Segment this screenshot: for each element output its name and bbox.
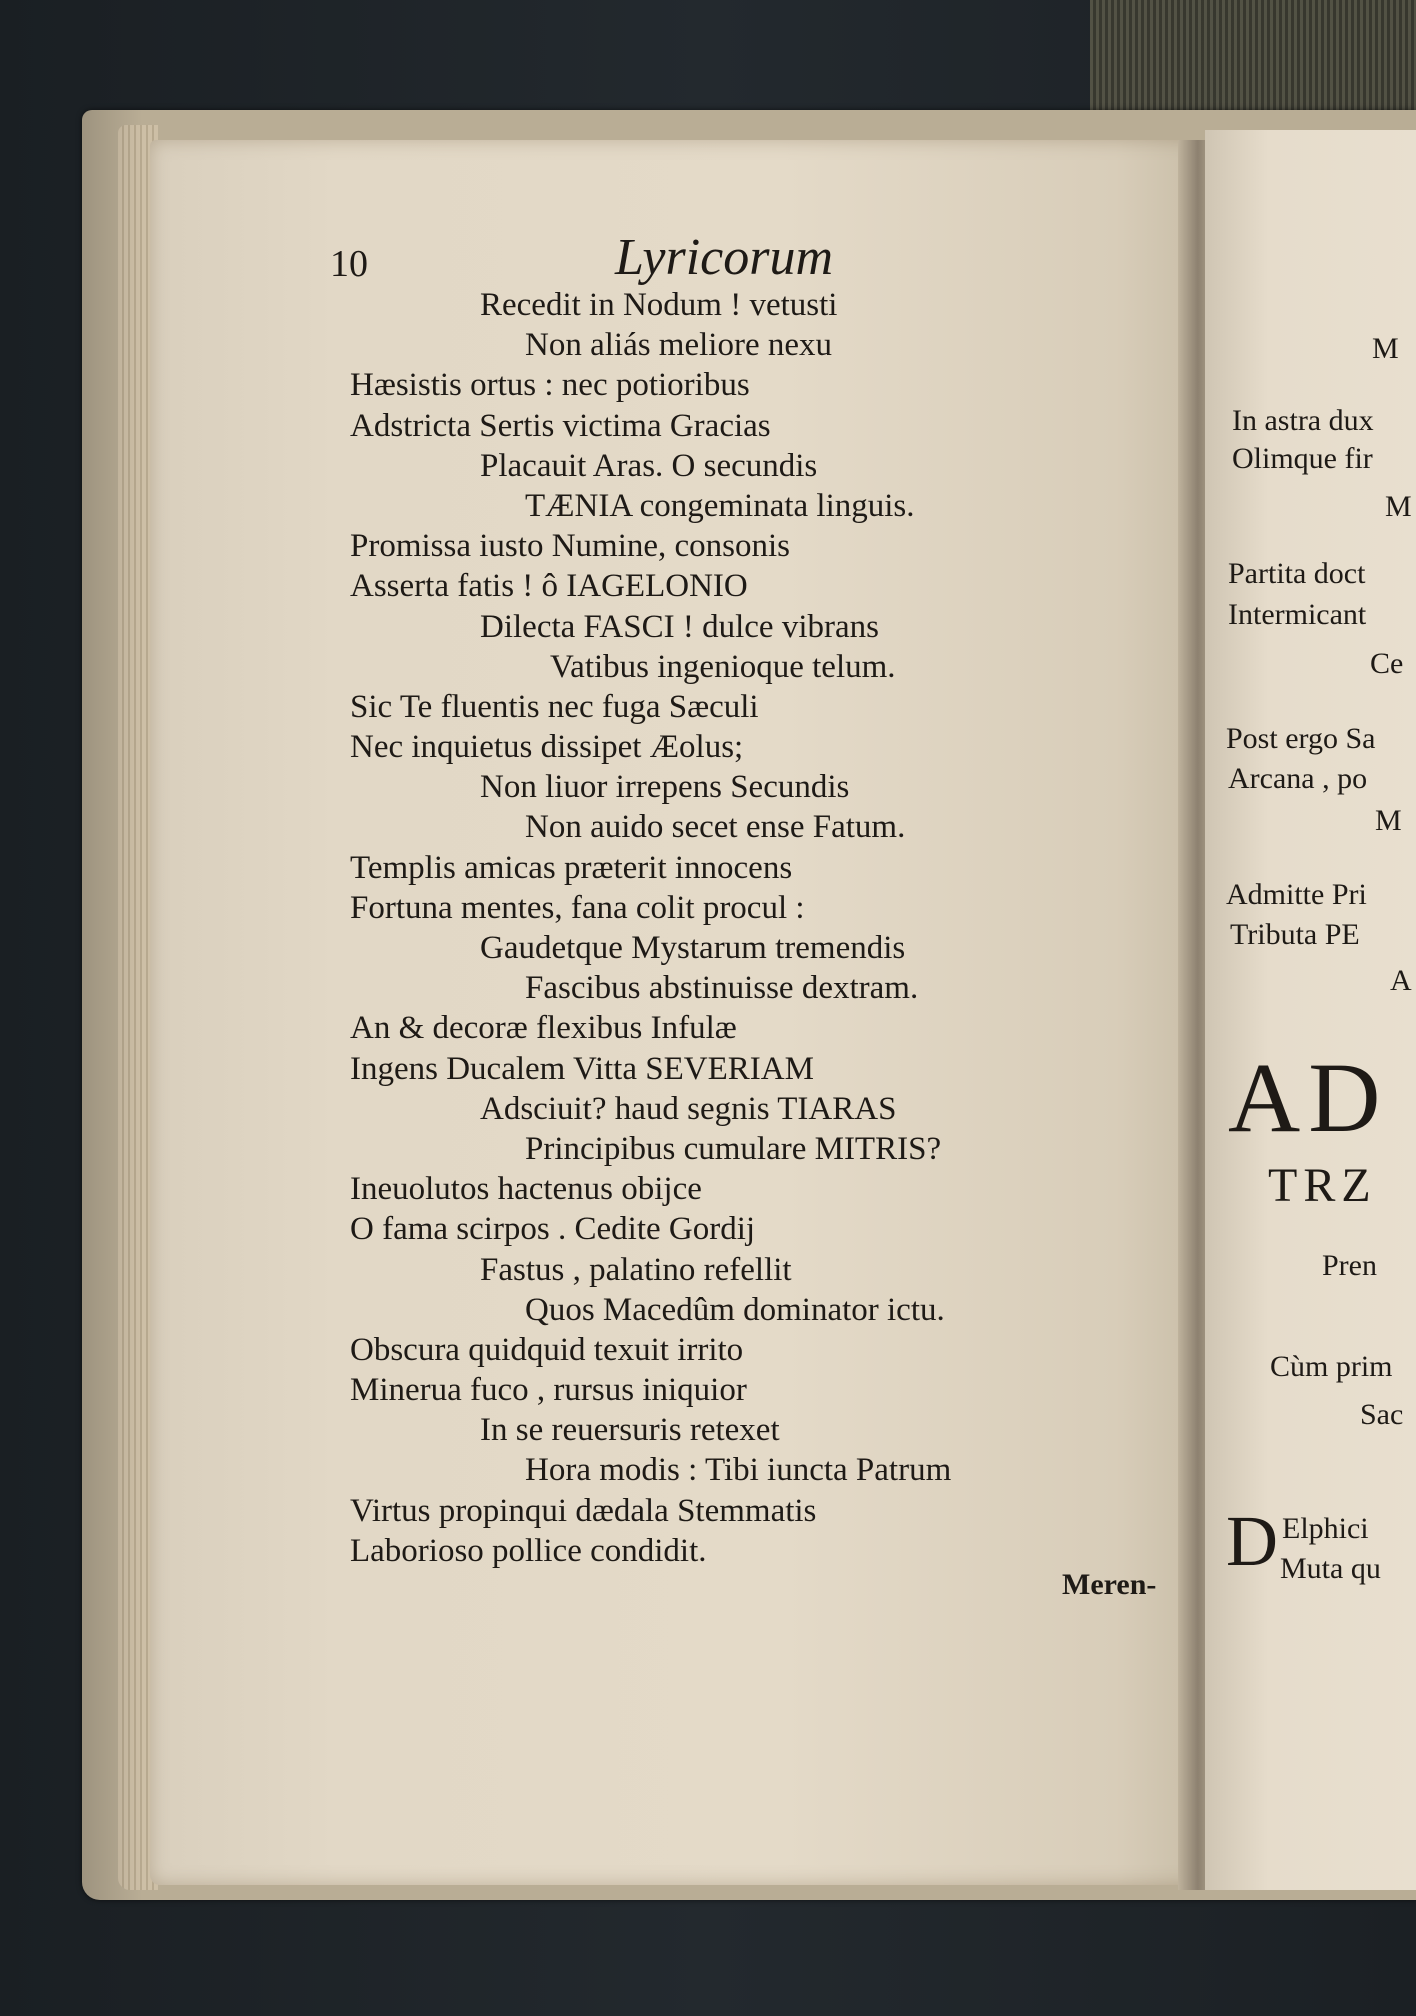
text-line: Fascibus abstinuisse dextram. [525, 970, 919, 1007]
text-line: Non liuor irrepens Secundis [480, 769, 850, 806]
text-line: Promissa iusto Numine, consonis [350, 528, 791, 565]
right-page-line: A [1390, 964, 1412, 997]
text-line: TÆNIA congeminata linguis. [525, 487, 915, 524]
text-line: Recedit in Nodum ! vetusti [480, 287, 838, 323]
right-page-line: Muta qu [1280, 1552, 1381, 1585]
text-line: Asserta fatis ! ô IAGELONIO [350, 568, 748, 605]
poem-text [330, 285, 1180, 1571]
text-line: Placauit Aras. O secundis [480, 447, 818, 484]
right-page-line: In astra dux [1232, 404, 1374, 437]
right-page-line: Elphici [1282, 1512, 1369, 1545]
text-line: Virtus propinqui dædala Stemmatis [350, 1492, 817, 1529]
text-line: Gaudetque Mystarum tremendis [480, 930, 906, 966]
right-page-line: Pren [1322, 1249, 1377, 1282]
catchword: Meren- [1062, 1568, 1157, 1601]
right-page-line: Ce [1370, 647, 1404, 680]
right-page-line: M [1375, 804, 1402, 837]
text-line: Dilecta FASCI ! dulce vibrans [480, 608, 879, 645]
text-line: O fama scirpos . Cedite Gordij [350, 1211, 756, 1248]
folio-number: 10 [330, 243, 368, 285]
right-page-line: M [1372, 332, 1399, 365]
text-line: Nec inquietus dissipet Æolus; [350, 729, 744, 766]
right-page [1205, 130, 1416, 1890]
text-line: Quos Macedûm dominator ictu. [525, 1291, 945, 1328]
text-line: Non auido secet ense Fatum. [525, 809, 906, 846]
right-page-line: M [1385, 490, 1412, 523]
text-line: Templis amicas præterit innocens [350, 849, 793, 886]
text-line: Fortuna mentes, fana colit procul : [350, 889, 805, 926]
text-line: Adsciuit? haud segnis TIARAS [480, 1090, 897, 1127]
right-page-line: Sac [1360, 1398, 1404, 1431]
text-line: Obscura quidquid texuit irrito [350, 1331, 744, 1368]
text-line: Vatibus ingenioque telum. [550, 648, 896, 685]
text-line: Ineuolutos hactenus obijce [350, 1171, 702, 1208]
right-page-dropcap: D [1226, 1501, 1278, 1581]
text-line: Sic Te fluentis nec fuga Sæculi [350, 688, 759, 725]
right-page-line: Intermicant [1228, 598, 1367, 631]
text-line: Ingens Ducalem Vitta SEVERIAM [350, 1050, 814, 1087]
text-line: Fastus , palatino refellit [480, 1251, 792, 1288]
right-page-line: Tributa PE [1230, 918, 1360, 951]
right-page-subheading: TRZ [1268, 1159, 1377, 1212]
right-page-heading: AD [1228, 1042, 1389, 1153]
text-line: Hæsistis ortus : nec potioribus [350, 367, 750, 404]
text-line: In se reuersuris retexet [480, 1412, 780, 1449]
text-line: Adstricta Sertis victima Gracias [350, 407, 771, 444]
right-page-line: Olimque fir [1232, 442, 1373, 475]
text-line: Laborioso pollice condidit. [350, 1532, 707, 1569]
text-line: An & decoræ flexibus Infulæ [350, 1010, 737, 1047]
right-page-line: Post ergo Sa [1226, 722, 1376, 755]
text-line: Hora modis : Tibi iuncta Patrum [525, 1452, 952, 1489]
text-line: Principibus cumulare MITRIS? [525, 1130, 942, 1167]
right-page-line: Cùm prim [1270, 1350, 1393, 1383]
right-page-line: Arcana , po [1228, 762, 1368, 795]
running-head: Lyricorum [615, 229, 834, 286]
text-line: Non aliás meliore nexu [525, 327, 832, 364]
right-page-line: Partita doct [1228, 557, 1366, 590]
cover-shadow [82, 110, 142, 1900]
text-line: Minerua fuco , rursus iniquior [350, 1372, 747, 1409]
right-page-line: Admitte Pri [1226, 878, 1367, 911]
